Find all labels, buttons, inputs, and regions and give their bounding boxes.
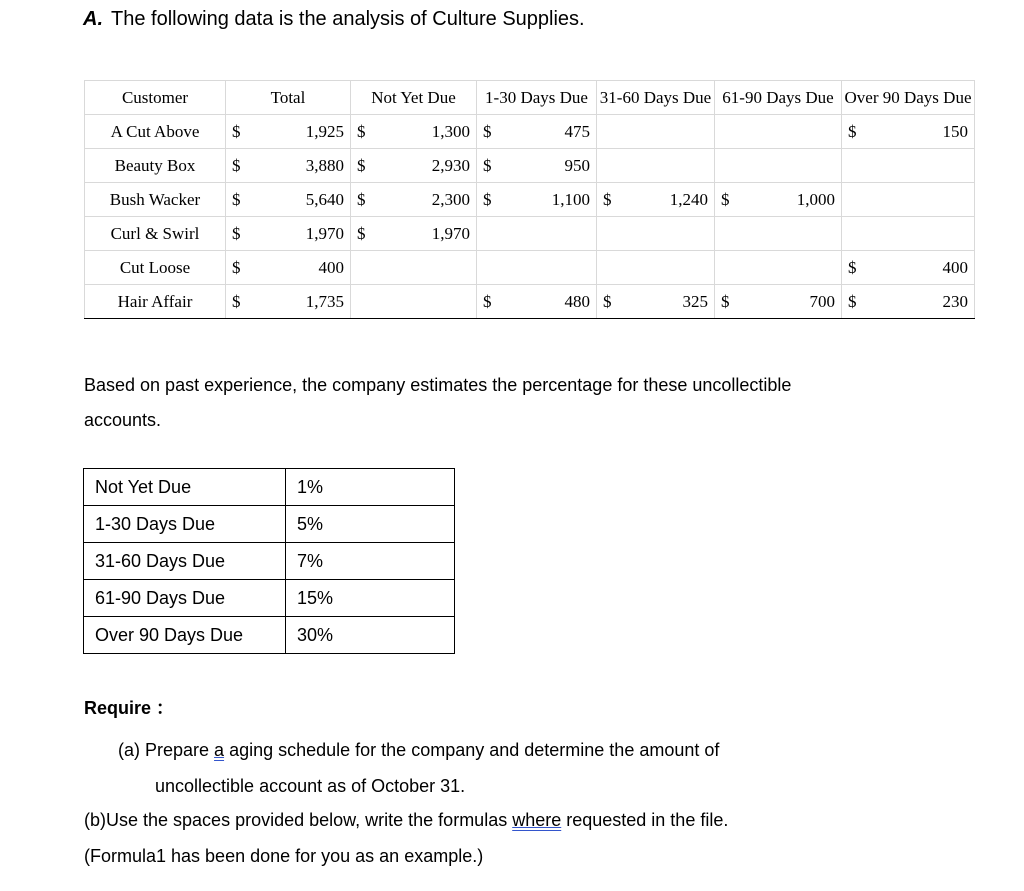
customer-name: A Cut Above bbox=[85, 115, 226, 149]
currency-symbol: $ bbox=[226, 115, 253, 149]
header-31-60-days: 31-60 Days Due bbox=[597, 81, 715, 115]
currency-symbol: $ bbox=[477, 149, 504, 183]
currency-symbol: $ bbox=[715, 183, 742, 217]
customer-name: Cut Loose bbox=[85, 251, 226, 285]
amount-d31-60 bbox=[623, 115, 715, 149]
currency-symbol bbox=[715, 115, 742, 149]
amount-total: 3,880 bbox=[252, 149, 351, 183]
amount-total: 1,925 bbox=[252, 115, 351, 149]
currency-symbol bbox=[477, 217, 504, 251]
amount-over-90 bbox=[868, 183, 975, 217]
amount-d1-30: 475 bbox=[503, 115, 597, 149]
amount-not-yet-due: 1,300 bbox=[377, 115, 477, 149]
rate-row bbox=[84, 469, 455, 506]
currency-symbol: $ bbox=[597, 285, 624, 319]
currency-symbol: $ bbox=[477, 115, 504, 149]
currency-symbol: $ bbox=[477, 183, 504, 217]
amount-d1-30 bbox=[503, 251, 597, 285]
currency-symbol bbox=[597, 251, 624, 285]
amount-not-yet-due: 2,300 bbox=[377, 183, 477, 217]
amount-total: 1,735 bbox=[252, 285, 351, 319]
rate-row bbox=[84, 617, 455, 654]
currency-symbol bbox=[597, 217, 624, 251]
currency-symbol bbox=[477, 251, 504, 285]
header-1-30-days: 1-30 Days Due bbox=[477, 81, 597, 115]
requirement-a bbox=[118, 732, 878, 804]
rate-percent: 5% bbox=[286, 506, 455, 543]
amount-d1-30: 950 bbox=[503, 149, 597, 183]
amount-d31-60 bbox=[623, 217, 715, 251]
header-61-90-days: 61-90 Days Due bbox=[715, 81, 842, 115]
currency-symbol: $ bbox=[597, 183, 624, 217]
currency-symbol bbox=[351, 251, 378, 285]
amount-not-yet-due: 1,970 bbox=[377, 217, 477, 251]
customer-name: Beauty Box bbox=[85, 149, 226, 183]
currency-symbol bbox=[715, 217, 742, 251]
currency-symbol: $ bbox=[351, 115, 378, 149]
rate-percent: 30% bbox=[286, 617, 455, 654]
amount-d61-90 bbox=[741, 251, 842, 285]
rate-label: Over 90 Days Due bbox=[84, 617, 286, 654]
amount-total: 5,640 bbox=[252, 183, 351, 217]
requirement-a-line1 bbox=[118, 732, 878, 768]
aging-header-row bbox=[85, 81, 975, 115]
heading-text: The following data is the analysis of Culture Supplies. bbox=[111, 8, 585, 30]
amount-d61-90 bbox=[741, 115, 842, 149]
amount-total: 1,970 bbox=[252, 217, 351, 251]
amount-d1-30: 480 bbox=[503, 285, 597, 319]
rate-percent: 15% bbox=[286, 580, 455, 617]
table-row bbox=[85, 115, 975, 149]
rate-label: 31-60 Days Due bbox=[84, 543, 286, 580]
req-b-rest: requested in the file. bbox=[561, 810, 729, 830]
req-a-prefix: (a) Prepare bbox=[118, 740, 215, 760]
table-row bbox=[85, 251, 975, 285]
currency-symbol: $ bbox=[351, 149, 378, 183]
customer-name: Curl & Swirl bbox=[85, 217, 226, 251]
rate-row bbox=[84, 543, 455, 580]
currency-symbol bbox=[597, 149, 624, 183]
amount-over-90: 400 bbox=[868, 251, 975, 285]
table-row bbox=[85, 149, 975, 183]
currency-symbol bbox=[351, 285, 378, 319]
customer-name: Bush Wacker bbox=[85, 183, 226, 217]
amount-over-90 bbox=[868, 217, 975, 251]
currency-symbol: $ bbox=[351, 183, 378, 217]
currency-symbol: $ bbox=[842, 115, 869, 149]
header-over-90-days: Over 90 Days Due bbox=[842, 81, 975, 115]
rate-percent: 1% bbox=[286, 469, 455, 506]
rate-label: Not Yet Due bbox=[84, 469, 286, 506]
amount-not-yet-due bbox=[377, 251, 477, 285]
currency-symbol bbox=[842, 217, 869, 251]
currency-symbol: $ bbox=[226, 217, 253, 251]
amount-over-90: 150 bbox=[868, 115, 975, 149]
amount-total: 400 bbox=[252, 251, 351, 285]
requirement-b bbox=[84, 802, 944, 874]
amount-over-90 bbox=[868, 149, 975, 183]
rates-table bbox=[83, 468, 455, 654]
header-not-yet-due: Not Yet Due bbox=[351, 81, 477, 115]
currency-symbol bbox=[597, 115, 624, 149]
req-a-underlined: a bbox=[214, 740, 225, 760]
rate-label: 1-30 Days Due bbox=[84, 506, 286, 543]
page-heading bbox=[83, 8, 585, 31]
rate-label: 61-90 Days Due bbox=[84, 580, 286, 617]
table-row bbox=[85, 217, 975, 251]
table-row bbox=[85, 285, 975, 319]
amount-over-90: 230 bbox=[868, 285, 975, 319]
customer-name: Hair Affair bbox=[85, 285, 226, 319]
require-title: Require ： bbox=[84, 698, 175, 718]
requirement-a-line2: uncollectible account as of October 31. bbox=[155, 776, 466, 796]
requirement-b-line1 bbox=[84, 802, 944, 838]
currency-symbol bbox=[842, 183, 869, 217]
rate-row bbox=[84, 580, 455, 617]
aging-table bbox=[84, 80, 975, 319]
amount-d31-60 bbox=[623, 149, 715, 183]
amount-d31-60 bbox=[623, 251, 715, 285]
table-row bbox=[85, 183, 975, 217]
rate-row bbox=[84, 506, 455, 543]
currency-symbol bbox=[715, 251, 742, 285]
currency-symbol: $ bbox=[226, 285, 253, 319]
req-b-prefix: (b)Use the spaces provided below, write the formulas bbox=[84, 810, 513, 830]
amount-d31-60: 1,240 bbox=[623, 183, 715, 217]
rate-percent: 7% bbox=[286, 543, 455, 580]
section-letter: A. bbox=[83, 8, 103, 30]
currency-symbol: $ bbox=[226, 149, 253, 183]
amount-d1-30: 1,100 bbox=[503, 183, 597, 217]
amount-not-yet-due: 2,930 bbox=[377, 149, 477, 183]
amount-d61-90: 700 bbox=[741, 285, 842, 319]
amount-d61-90 bbox=[741, 149, 842, 183]
currency-symbol: $ bbox=[842, 285, 869, 319]
amount-d31-60: 325 bbox=[623, 285, 715, 319]
currency-symbol: $ bbox=[477, 285, 504, 319]
currency-symbol bbox=[715, 149, 742, 183]
amount-not-yet-due bbox=[377, 285, 477, 319]
header-total: Total bbox=[226, 81, 351, 115]
amount-d1-30 bbox=[503, 217, 597, 251]
currency-symbol: $ bbox=[351, 217, 378, 251]
amount-d61-90 bbox=[741, 217, 842, 251]
req-a-rest: aging schedule for the company and determine the amount of bbox=[224, 740, 720, 760]
req-b-underlined: where bbox=[512, 810, 562, 830]
currency-symbol bbox=[842, 149, 869, 183]
currency-symbol: $ bbox=[226, 183, 253, 217]
header-customer: Customer bbox=[85, 81, 226, 115]
currency-symbol: $ bbox=[842, 251, 869, 285]
currency-symbol: $ bbox=[715, 285, 742, 319]
estimate-note: Based on past experience, the company estimates the percentage for these uncollectible accounts. bbox=[84, 375, 792, 430]
currency-symbol: $ bbox=[226, 251, 253, 285]
amount-d61-90: 1,000 bbox=[741, 183, 842, 217]
requirement-b-line2: (Formula1 has been done for you as an example.) bbox=[84, 846, 484, 866]
